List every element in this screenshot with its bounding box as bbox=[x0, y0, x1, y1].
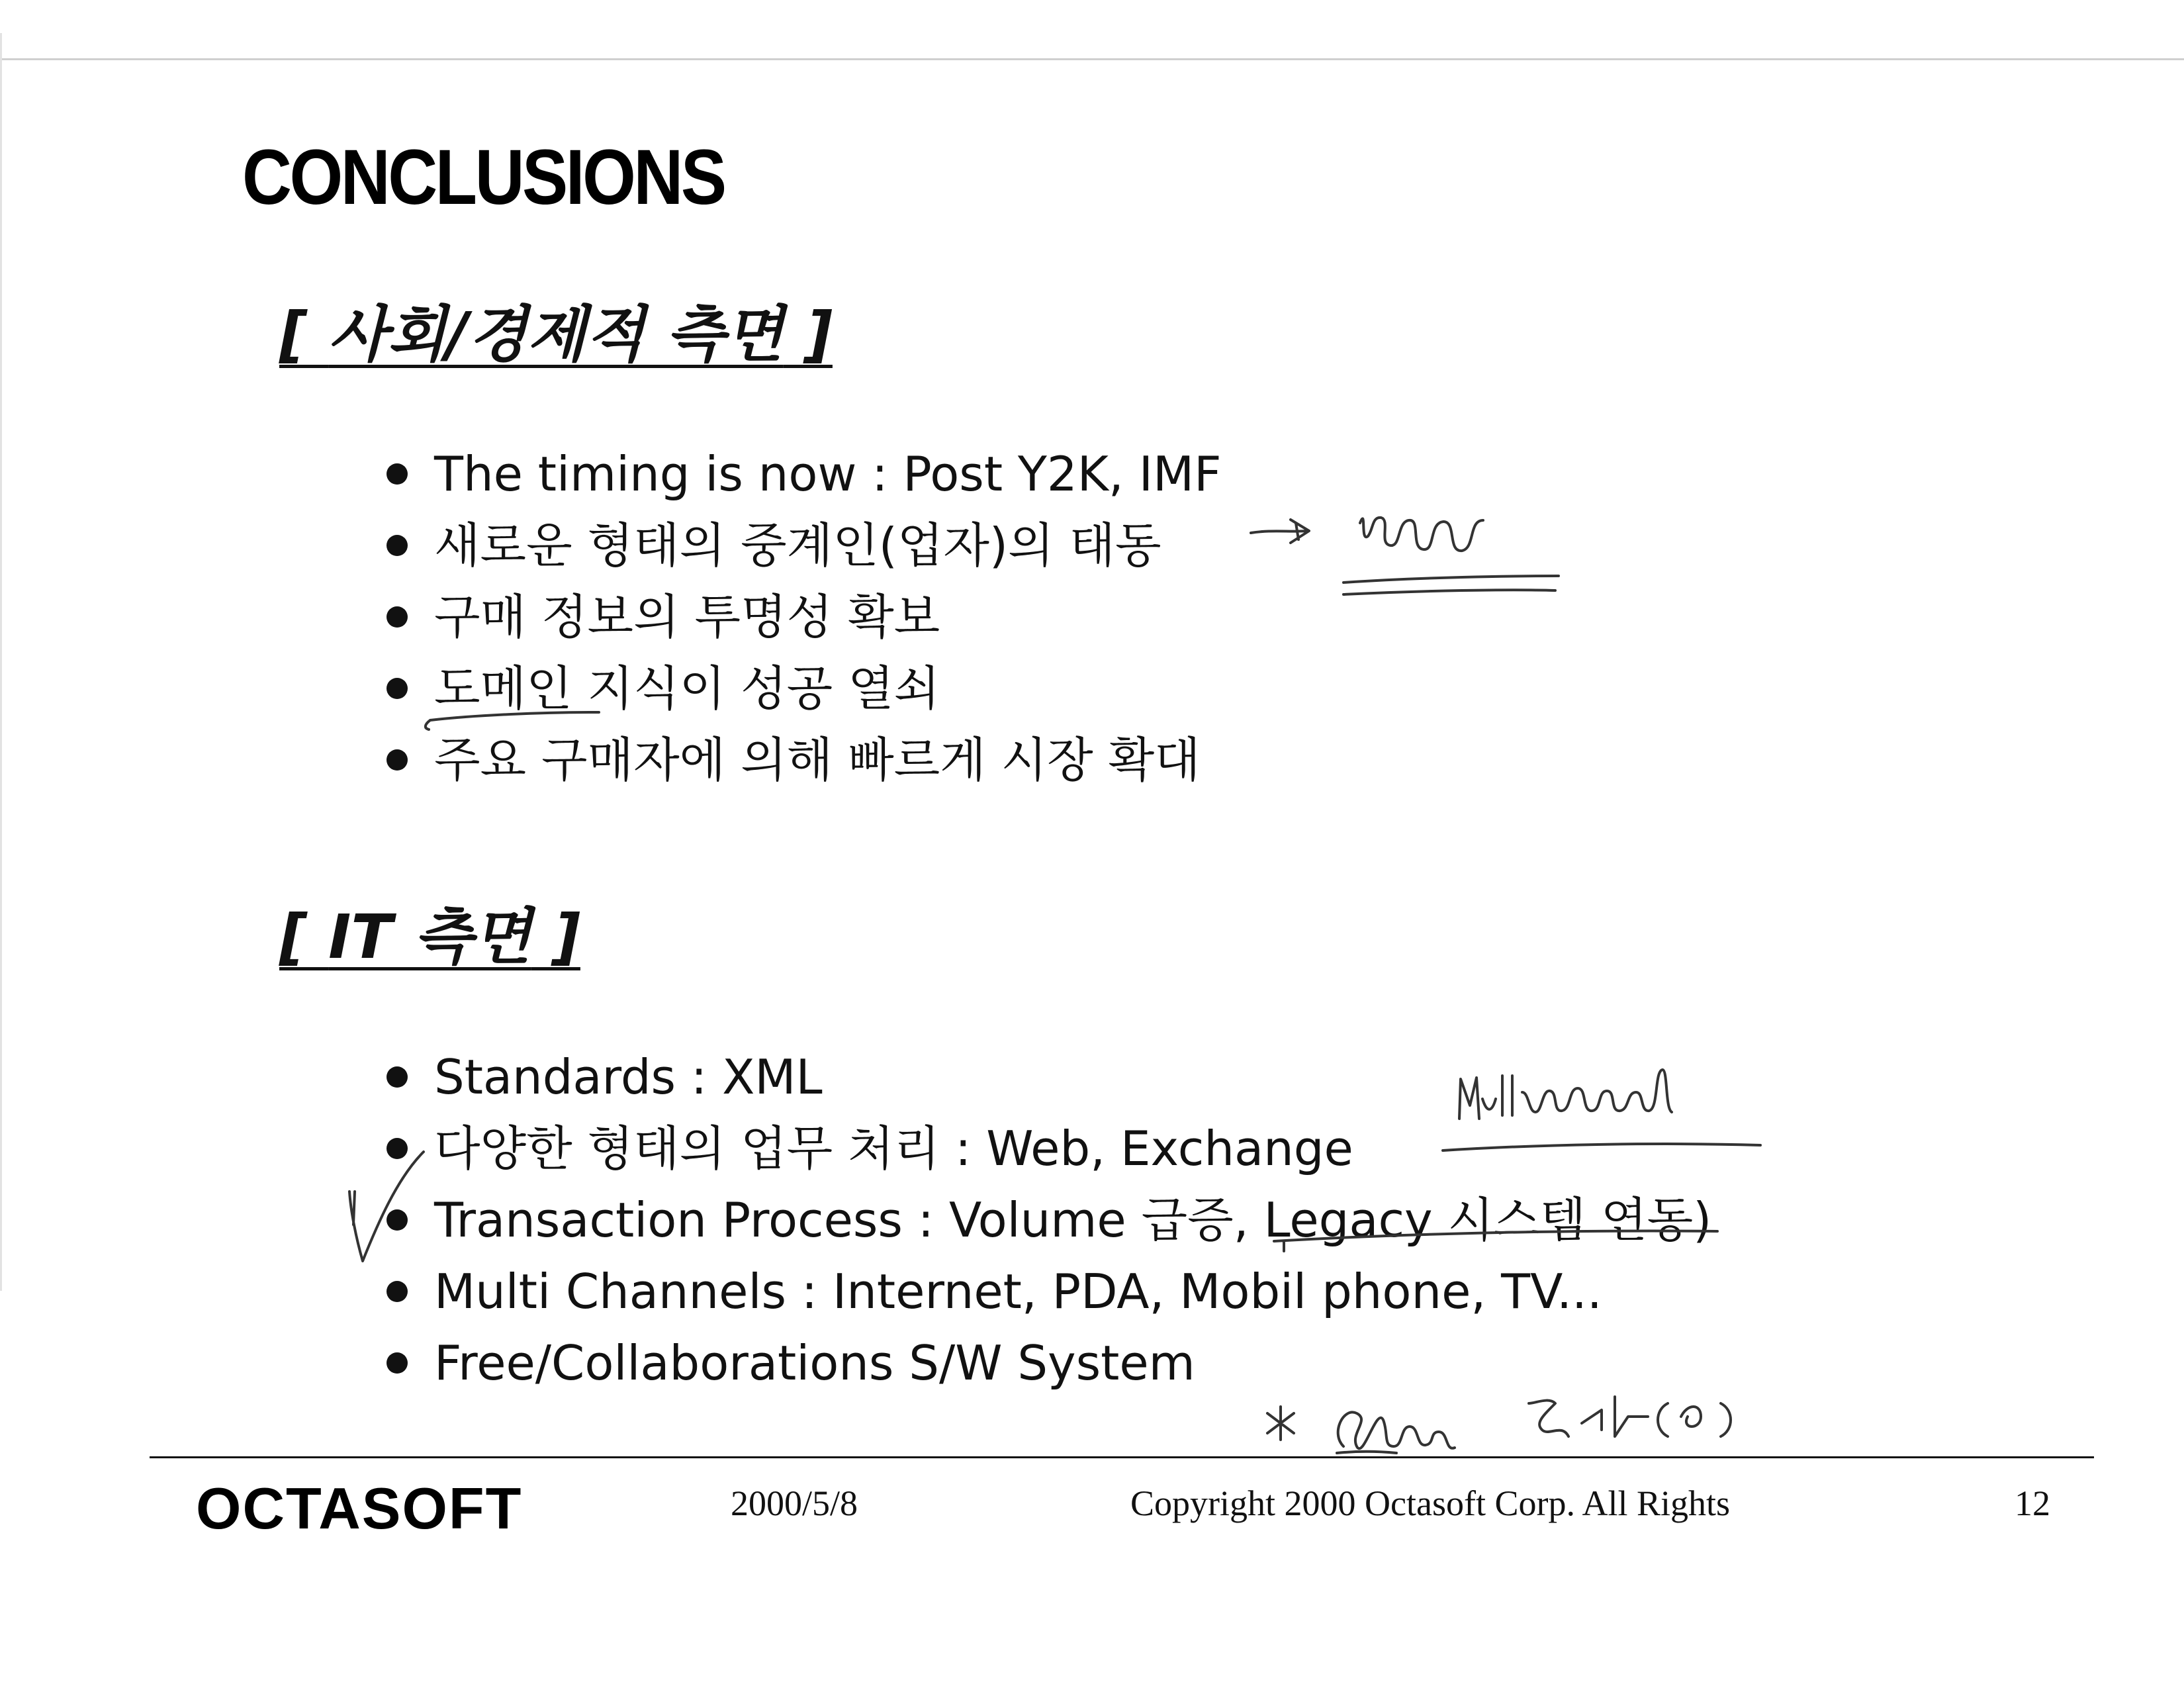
bullet-text: Multi Channels : Internet, PDA, Mobil phone, TV... bbox=[434, 1264, 1602, 1319]
bullet-text: Transaction Process : Volume 급증, Legacy 시스템 연동) bbox=[434, 1192, 1712, 1248]
bullet-icon bbox=[387, 678, 408, 699]
bullet-icon bbox=[387, 463, 408, 485]
bullet-text: Standards : XML bbox=[434, 1049, 823, 1105]
handwritten-scribble-icon bbox=[1267, 1397, 1731, 1448]
section-heading-it-underline bbox=[279, 902, 580, 972]
bullet-text: 도메인 지식이 성공 열쇠 bbox=[434, 661, 940, 716]
close-bracket: ] bbox=[783, 299, 833, 370]
it-bullet-list bbox=[384, 1041, 1711, 1399]
footer-copyright: Copyright 2000 Octasoft Corp. All Rights bbox=[1130, 1483, 1731, 1523]
handwritten-double-underline-icon bbox=[1343, 576, 1559, 594]
footer-date: 2000/5/8 bbox=[731, 1483, 858, 1523]
bullet-icon bbox=[387, 749, 408, 771]
bullet-icon bbox=[387, 1066, 408, 1088]
section-heading-social bbox=[279, 299, 833, 370]
social-bullet-list bbox=[384, 438, 1221, 796]
left-scan-edge bbox=[0, 33, 2, 1291]
list-item bbox=[384, 724, 1221, 796]
handwritten-scribble-icon bbox=[1360, 518, 1483, 551]
bullet-icon bbox=[387, 606, 408, 628]
close-bracket: ] bbox=[531, 902, 580, 972]
open-bracket: [ bbox=[279, 902, 329, 972]
company-logo: OCTASOFT bbox=[196, 1476, 523, 1541]
top-scan-edge bbox=[0, 58, 2184, 60]
list-item bbox=[384, 1327, 1711, 1399]
footer-rule bbox=[150, 1456, 2094, 1458]
list-item bbox=[384, 438, 1221, 510]
list-item bbox=[384, 653, 1221, 724]
bullet-icon bbox=[387, 535, 408, 556]
section-heading-social-underline bbox=[279, 299, 833, 370]
bullet-icon bbox=[387, 1209, 408, 1231]
list-item bbox=[384, 1184, 1711, 1256]
bullet-text: Free/Collaborations S/W System bbox=[434, 1335, 1195, 1391]
section-heading-social-text: 사회/경제적 측면 bbox=[328, 299, 784, 370]
bullet-text: The timing is now : Post Y2K, IMF bbox=[434, 446, 1222, 502]
open-bracket: [ bbox=[279, 299, 329, 370]
list-item bbox=[384, 510, 1221, 581]
bullet-text: 새로운 형태의 중계인(업자)의 태동 bbox=[434, 518, 1161, 573]
list-item bbox=[384, 1113, 1711, 1184]
section-heading-it bbox=[279, 902, 580, 972]
handwritten-arrow-icon bbox=[1251, 520, 1309, 543]
list-item bbox=[384, 1041, 1711, 1113]
bullet-icon bbox=[387, 1281, 408, 1302]
slide-title: CONCLUSIONS bbox=[242, 134, 725, 221]
section-heading-it-text: IT 측면 bbox=[328, 902, 531, 972]
page-number: 12 bbox=[2015, 1483, 2050, 1523]
bullet-icon bbox=[387, 1352, 408, 1374]
list-item bbox=[384, 581, 1221, 653]
list-item bbox=[384, 1256, 1711, 1327]
bullet-text: 다양한 형태의 업무 처리 : Web, Exchange bbox=[434, 1121, 1353, 1176]
handwritten-underline-icon bbox=[1337, 1452, 1396, 1453]
bullet-icon bbox=[387, 1138, 408, 1159]
bullet-text: 주요 구매자에 의해 빠르게 시장 확대 bbox=[434, 732, 1201, 788]
bullet-text: 구매 정보의 투명성 확보 bbox=[434, 589, 940, 645]
